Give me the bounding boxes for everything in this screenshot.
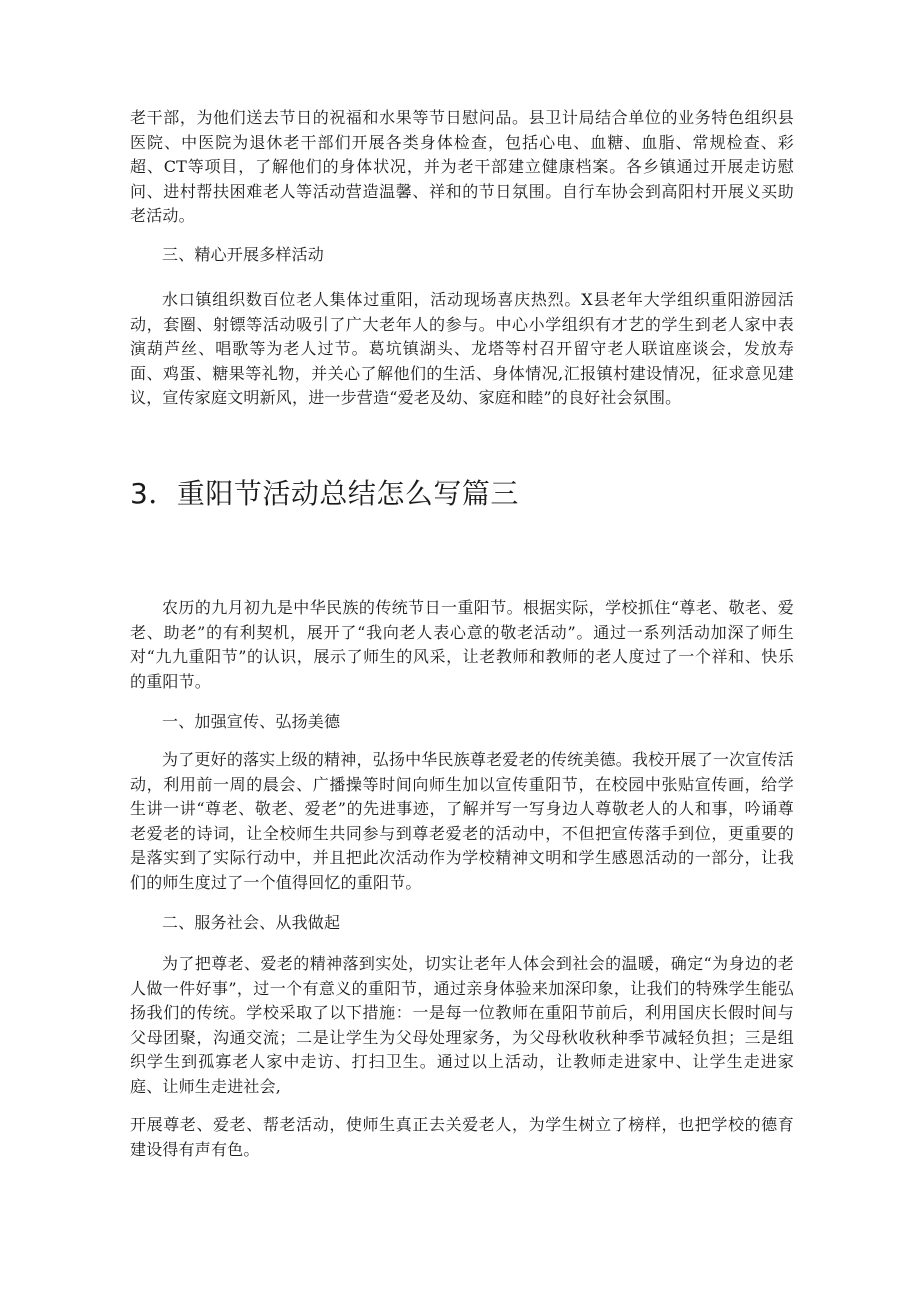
paragraph-intro: 农历的九月初九是中华民族的传统节日一重阳节。根据实际，学校抓住“尊老、敬老、爱老、助老”的有利契机，展开了“我向老人表心意的敬老活动”。通过一系列活动加深了师生对“九九重阳节”的认识，展示了师生的风采，让老教师和教师的老人度过了一个祥和、快乐的重阳节。 <box>130 598 794 691</box>
section-title: 3．重阳节活动总结怎么写篇三 <box>130 477 519 510</box>
paragraph-conclusion: 开展尊老、爱老、帮老活动，使师生真正去关爱老人，为学生树立了榜样，也把学校的德育建设得有声有色。 <box>130 1115 794 1159</box>
paragraph-elderly-cadres-checkup: 老干部，为他们送去节日的祝福和水果等节日慰问品。县卫计局结合单位的业务特色组织县医院、中医院为退休老干部们开展各类身体检查，包括心电、血糖、血脂、常规检查、彩超、CT等项目，了解他们的身体状况，并为老干部建立健康档案。各乡镇通过开展走访慰问、进村帮扶困难老人等活动营造温馨、祥和的节日氛围。自行车协会到高阳村开展义买助老活动。 <box>130 108 794 225</box>
paragraph-serve-society: 为了把尊老、爱老的精神落到实处，切实让老年人体会到社会的温暖，确定“为身边的老人做一件好事”，过一个有意义的重阳节，通过亲身体验来加深印象，让我们的特殊学生能弘扬我们的传统。学校采取了以下措施：一是每一位教师在重阳节前后，利用国庆长假时间与父母团聚，沟通交流；二是让学生为父母处理家务，为父母秋收秋种季节减轻负担；三是组织学生到孤寡老人家中走访、打扫卫生。通过以上活动，让教师走进家中、让学生走进家庭、让师生走进社会, <box>130 954 794 1096</box>
paragraph-shuikou-activities: 水口镇组织数百位老人集体过重阳，活动现场喜庆热烈。X县老年大学组织重阳游园活动，套圈、射镖等活动吸引了广大老年人的参与。中心小学组织有才艺的学生到老人家中表演葫芦丝、唱歌等为老人过节。葛坑镇湖头、龙塔等村召开留守老人联谊座谈会，发放寿面、鸡蛋、糖果等礼物，并关心了解他们的生活、身体情况,汇报镇村建设情况，征求意见建议，宣传家庭文明新风，进一步营造“爱老及幼、家庭和睦”的良好社会氛围。 <box>130 290 794 407</box>
subheading-diverse-activities: 三、精心开展多样活动 <box>162 245 325 264</box>
paragraph-promotion: 为了更好的落实上级的精神，弘扬中华民族尊老爱老的传统美德。我校开展了一次宣传活动，利用前一周的晨会、广播操等时间向师生加以宣传重阳节，在校园中张贴宣传画，给学生讲一讲“尊老、敬老、爱老”的先进事迹，了解并写一写身边人尊敬老人的人和事，吟诵尊老爱老的诗词，让全校师生共同参与到尊老爱老的活动中，不但把宣传落手到位，更重要的是落实到了实际行动中，并且把此次活动作为学校精神文明和学生感恩活动的一部分，让我们的师生度过了一个值得回忆的重阳节。 <box>130 750 794 892</box>
subheading-serve-society: 二、服务社会、从我做起 <box>162 913 341 932</box>
subheading-promotion: 一、加强宣传、弘扬美德 <box>162 712 341 731</box>
